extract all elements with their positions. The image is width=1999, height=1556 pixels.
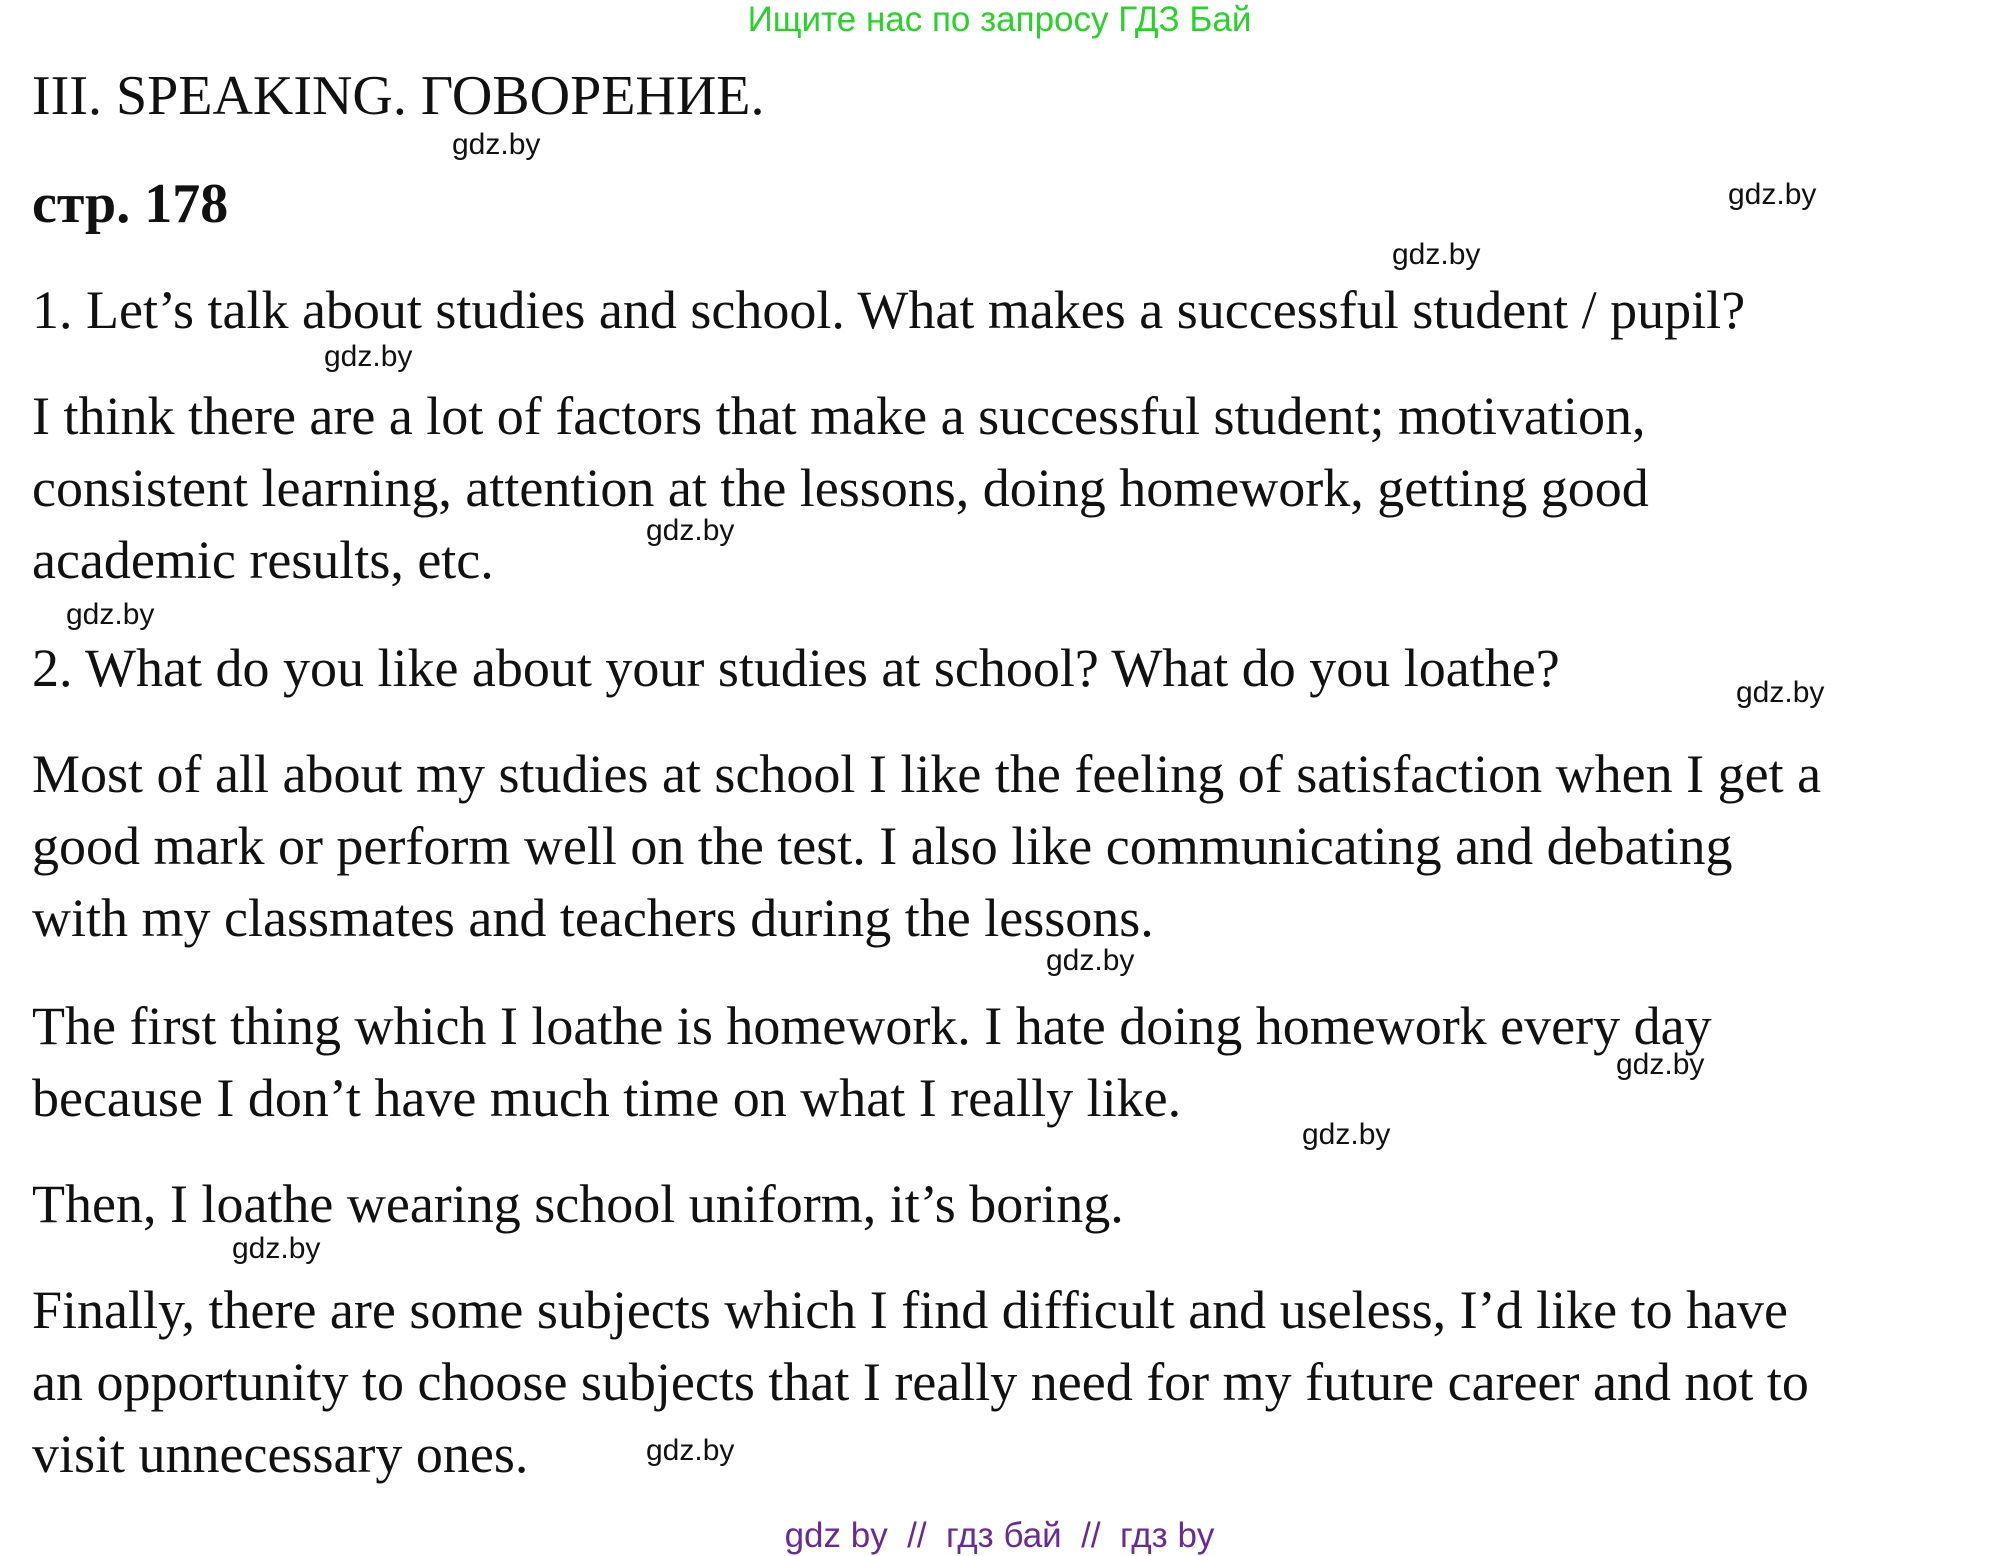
answer-2-p3-line-1: Then, I loathe wearing school uniform, it’s boring. xyxy=(32,1174,1124,1234)
watermark: gdz.by xyxy=(452,128,541,161)
answer-2-p1-line-1: Most of all about my studies at school I like the feeling of satisfaction when I get a xyxy=(32,744,1822,804)
question-1: 1. Let’s talk about studies and school. What makes a successful student / pupil? xyxy=(32,280,1746,340)
answer-1-line-2: consistent learning, attention at the lessons, doing homework, getting good xyxy=(32,458,1649,518)
watermark: gdz.by xyxy=(232,1232,321,1265)
watermark: gdz.by xyxy=(1616,1048,1705,1081)
answer-2-p4-line-1: Finally, there are some subjects which I find difficult and useless, I’d like to have xyxy=(32,1280,1789,1340)
watermark: gdz.by xyxy=(646,514,735,547)
answer-2-p1-line-2: good mark or perform well on the test. I also like communicating and debating xyxy=(32,816,1733,876)
section-title: III. SPEAKING. ГОВОРЕНИЕ. xyxy=(32,65,765,127)
question-2: 2. What do you like about your studies at school? What do you loathe? xyxy=(32,638,1560,698)
watermark: gdz.by xyxy=(1728,178,1817,211)
footer-links: gdz by // гдз бай // гдз by xyxy=(784,1516,1215,1555)
page-reference: стр. 178 xyxy=(32,173,229,235)
watermark: gdz.by xyxy=(646,1434,735,1467)
answer-2-p2-line-2: because I don’t have much time on what I really like. xyxy=(32,1068,1182,1128)
watermark: gdz.by xyxy=(1392,238,1481,271)
answer-2-p4-line-2: an opportunity to choose subjects that I really need for my future career and not to xyxy=(32,1352,1809,1412)
answer-1-line-1: I think there are a lot of factors that make a successful student; motivation, xyxy=(32,386,1646,446)
watermark: gdz.by xyxy=(66,598,155,631)
search-banner: Ищите нас по запросу ГДЗ Бай xyxy=(747,0,1252,39)
answer-2-p4-line-3: visit unnecessary ones. xyxy=(32,1424,529,1484)
answer-2-p2-line-1: The first thing which I loathe is homework. I hate doing homework every day xyxy=(32,996,1712,1056)
watermark: gdz.by xyxy=(1736,676,1825,709)
watermark: gdz.by xyxy=(1046,944,1135,977)
answer-2-p1-line-3: with my classmates and teachers during the lessons. xyxy=(32,888,1154,948)
watermark: gdz.by xyxy=(324,340,413,373)
answer-1-line-3: academic results, etc. xyxy=(32,530,494,590)
watermark: gdz.by xyxy=(1302,1118,1391,1151)
